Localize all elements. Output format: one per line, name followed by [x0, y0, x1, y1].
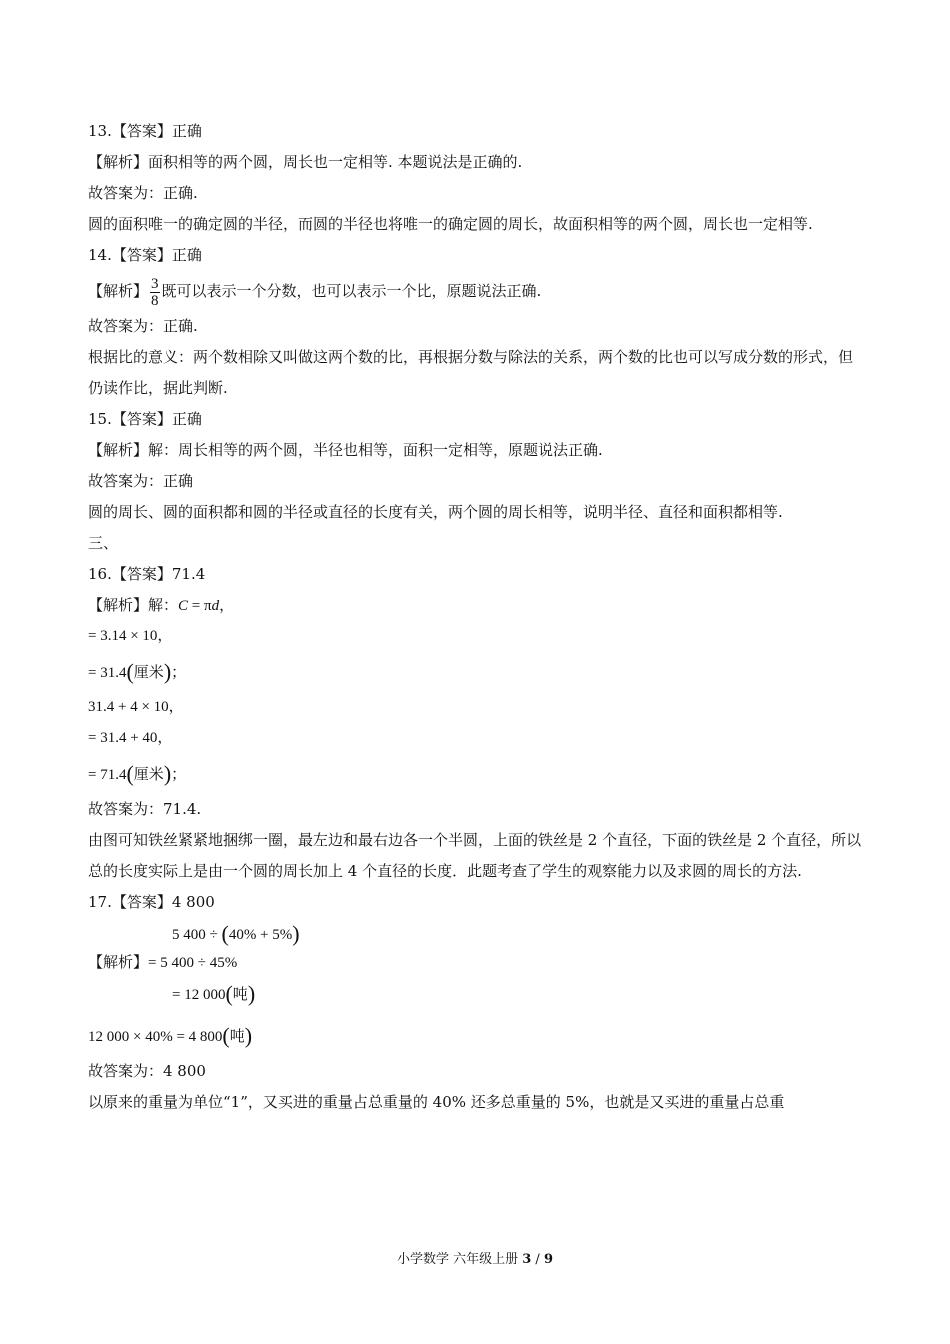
q16-step5-value: = 71.4 — [88, 767, 127, 783]
q17-line4-value: 12 000 × 40% = 4 800 — [88, 1029, 223, 1045]
q14-answer: 14.【答案】正确 — [88, 246, 202, 264]
q13-analysis: 【解析】面积相等的两个圆，周长也一定相等. 本题说法是正确的. — [88, 153, 523, 171]
q15-explain: 圆的周长、圆的面积都和圆的半径或直径的长度有关，两个圆的周长相等，说明半径、直径和面积都相等. — [88, 503, 783, 521]
q14-analysis — [88, 271, 864, 311]
formula-d: d — [211, 598, 220, 614]
q17-line2 — [88, 948, 237, 979]
q15-conclusion: 故答案为：正确 — [88, 472, 194, 490]
q13-conclusion: 故答案为：正确. — [88, 184, 198, 202]
paren-open: ( — [221, 921, 229, 946]
formula-end: ， — [219, 596, 235, 614]
q17-derivation — [88, 918, 864, 1008]
q17-answer: 17.【答案】4 800 — [88, 893, 215, 911]
q16-step2-value: = 31.4 — [88, 665, 127, 681]
q17-conclusion: 故答案为：4 800 — [88, 1062, 206, 1080]
q16-step2-end: ； — [171, 665, 187, 681]
q17-analysis-prefix: 【解析】 — [88, 955, 149, 971]
paren-close: ) — [244, 1023, 253, 1048]
q16-step2 — [88, 652, 864, 692]
paren-open: ( — [126, 761, 134, 786]
q16-step2-unit: 厘米 — [133, 665, 164, 681]
q14-analysis-prefix: 【解析】 — [88, 282, 149, 300]
q17-line2-expr: = 5 400 ÷ 45% — [148, 955, 238, 971]
q17-line3-value: = 12 000 — [172, 987, 226, 1003]
paren-close: ) — [247, 981, 256, 1006]
q16-step5-unit: 厘米 — [133, 767, 164, 783]
q16-formula — [88, 590, 864, 621]
q16-step4: = 31.4 + 40， — [88, 730, 173, 746]
q16-conclusion: 故答案为：71.4. — [88, 800, 202, 818]
paren-open: ( — [126, 659, 134, 684]
paren-close: ) — [292, 921, 300, 946]
formula-c: C — [178, 598, 189, 614]
page-total: 9 — [543, 1252, 553, 1267]
formula-eq: = π — [188, 598, 212, 614]
fraction-denominator: 8 — [151, 292, 159, 309]
page-number: 3 — [522, 1252, 532, 1267]
q17-line1 — [172, 918, 300, 949]
paren-close: ) — [163, 659, 172, 684]
q17-line3 — [172, 978, 255, 1009]
q17-line1-a: 5 400 ÷ — [172, 927, 222, 943]
q16-step3: 31.4 + 4 × 10， — [88, 699, 184, 715]
document-body — [88, 116, 864, 1118]
q16-answer: 16.【答案】71.4 — [88, 565, 206, 583]
q16-step1: = 3.14 × 10， — [88, 628, 173, 644]
q14-explain: 根据比的意义：两个数相除又叫做这两个数的比，再根据分数与除法的关系，两个数的比也可以写成分数的形式，但仍读作比，据此判断. — [88, 348, 854, 397]
q17-line4 — [88, 1016, 864, 1056]
paren-close: ) — [163, 761, 172, 786]
paren-open: ( — [225, 981, 233, 1006]
q14-analysis-suffix: 既可以表示一个分数，也可以表示一个比，原题说法正确. — [161, 282, 542, 300]
q13-explain: 圆的面积唯一的确定圆的半径，而圆的半径也将唯一的确定圆的周长，故面积相等的两个圆，周长也一定相等. — [88, 215, 813, 233]
q13-answer: 13.【答案】正确 — [88, 122, 202, 140]
q17-line1-b: 40% + 5% — [228, 927, 293, 943]
fraction-numerator: 3 — [151, 275, 159, 292]
q17-line4-unit: 吨 — [229, 1029, 245, 1045]
paren-open: ( — [222, 1023, 230, 1048]
q14-conclusion: 故答案为：正确. — [88, 317, 198, 335]
q16-explain: 由图可知铁丝紧紧地捆绑一圈，最左边和最右边各一个半圆，上面的铁丝是 2 个直径，下面的铁丝是 2 个直径，所以总的长度实际上是由一个圆的周长加上 4 个直径的长度．此题考查了学生的观察能力以及求圆的周长的方法. — [88, 831, 862, 880]
q16-step5-end: ； — [171, 767, 187, 783]
fraction — [150, 276, 160, 309]
q16-analysis-prefix: 【解析】解： — [88, 596, 179, 614]
q16-step5 — [88, 754, 864, 794]
footer-text: 小学数学 六年级上册 — [396, 1252, 523, 1267]
q17-explain: 以原来的重量为单位“1”，又买进的重量占总重量的 40% 还多总重量的 5%，也就是又买进的重量占总重 — [88, 1093, 785, 1111]
section-heading: 三、 — [88, 534, 119, 552]
q17-line3-unit: 吨 — [232, 987, 248, 1003]
q15-answer: 15.【答案】正确 — [88, 410, 202, 428]
q15-analysis: 【解析】解：周长相等的两个圆，半径也相等，面积一定相等，原题说法正确. — [88, 441, 603, 459]
page-footer — [0, 1248, 950, 1267]
page-separator: / — [531, 1252, 544, 1267]
